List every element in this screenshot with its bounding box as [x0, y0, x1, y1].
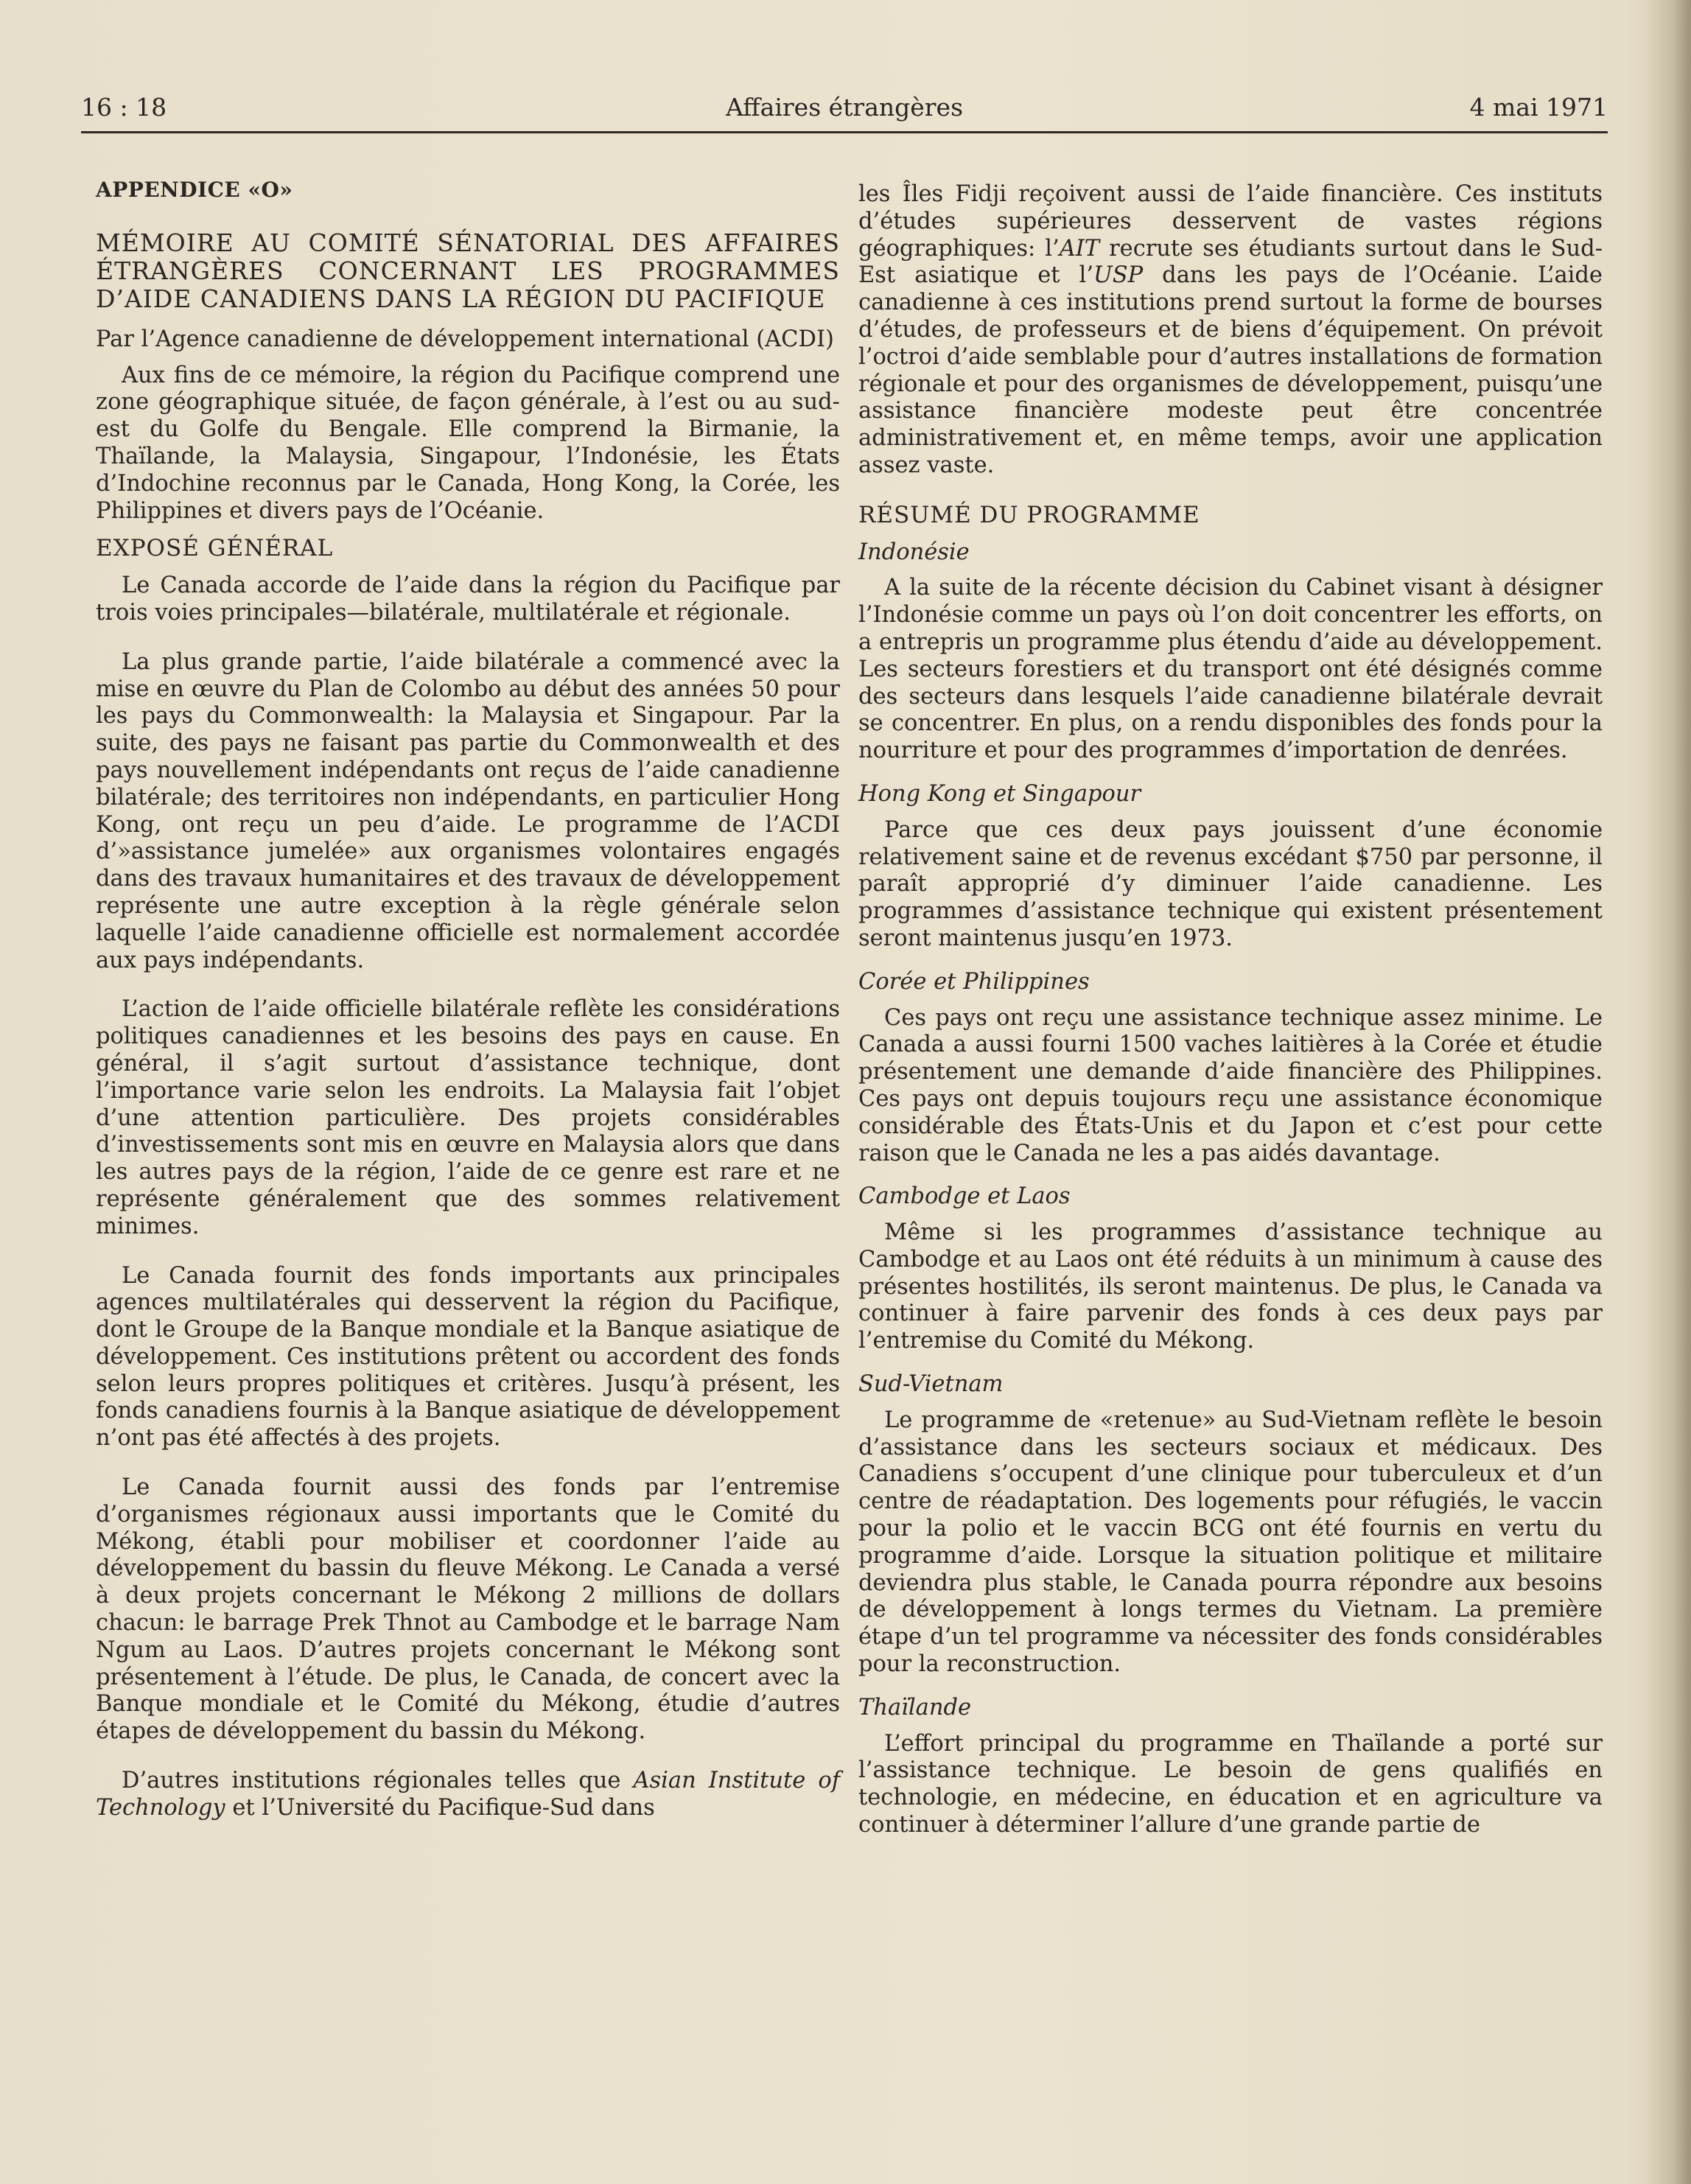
paragraph [858, 181, 1603, 480]
paragraph: Le Canada fournit aussi des fonds par l’entremise d’organismes régionaux aussi importants que le Comité du Mékong, établi pour mobiliser et coordonner l’aide au développement du bassin du fleuve Mékong. Le Canada a versé à deux projets concernant le Mékong 2 millions de dollars chacun: le barrage Prek Thnot au Cambodge et le barrage Nam Ngum au Laos. D’autres projets concernant le Mékong sont présentement à l’étude. De plus, le Canada, de concert avec la Banque mondiale et le Comité du Mékong, étudie d’autres étapes de développement du bassin du Mékong. [96, 1474, 840, 1745]
subheading: Cambodge et Laos [858, 1183, 1071, 1210]
subheading: Sud-Vietnam [858, 1371, 1004, 1398]
byline: Par l’Agence canadienne de développement international (ACDI) [96, 326, 834, 352]
paragraph: Même si les programmes d’assistance technique au Cambodge et au Laos ont été réduits à un minimum à cause des présentes hostilités, ils seront maintenus. De plus, le Canada va continuer à faire parvenir des fonds à ces deux pays par l’entremise du Comité du Mékong. [858, 1219, 1603, 1354]
paragraph [96, 1768, 840, 1822]
page-number: 16 : 18 [81, 93, 167, 122]
section-heading: EXPOSÉ GÉNÉRAL [96, 535, 334, 562]
issue-date: 4 mai 1971 [1469, 93, 1608, 122]
paragraph: L’effort principal du programme en Thaïlande a porté sur l’assistance technique. Le besoin de gens qualifiés en technologie, en médecine, en éducation et en agriculture va continuer à déterminer l’allure d’une grande partie de [858, 1730, 1603, 1838]
subheading: Indonésie [858, 539, 970, 565]
appendix-label: APPENDICE «O» [96, 178, 293, 202]
paragraph: L’action de l’aide officielle bilatérale reflète les considérations politiques canadiennes et les besoins des pays en cause. En général, il s’agit surtout d’assistance technique, dont l’importance varie selon les endroits. La Malaysia fait l’objet d’une attention particulière. Des projets considérables d’investissements sont mis en œuvre en Malaysia alors que dans les autres pays de la région, l’aide de ce genre est rare et ne représente généralement que des sommes relativement minimes. [96, 996, 840, 1239]
institution-name: Asian Institute of Technology [96, 1768, 840, 1821]
section-heading: RÉSUMÉ DU PROGRAMME [858, 501, 1200, 528]
paragraph: Le Canada accorde de l’aide dans la région du Pacifique par trois voies principales—bilatérale, multilatérale et régionale. [96, 573, 840, 626]
memo-title: MÉMOIRE AU COMITÉ SÉNATORIAL DES AFFAIRES ÉTRANGÈRES CONCERNANT LES PROGRAMMES D’AIDE CANADIENS DANS LA RÉGION DU PACIFIQUE [96, 228, 840, 313]
text-run: recrute ses étudiants surtout dans le Sud-Est asiatique et l’ [858, 235, 1603, 289]
subheading: Corée et Philippines [858, 968, 1090, 995]
acronym: USP [1093, 262, 1144, 289]
running-header [81, 87, 1608, 133]
journal-title: Affaires étrangères [725, 93, 964, 122]
paragraph: La plus grande partie, l’aide bilatérale a commencé avec la mise en œuvre du Plan de Colombo au début des années 50 pour les pays du Commonwealth: la Malaysia et Singapour. Par la suite, des pays ne faisant pas partie du Commonwealth et des pays nouvellement indépendants ont reçus de l’aide canadienne bilatérale; des territoires non indépendants, en particulier Hong Kong, ont reçu un peu d’aide. Le programme de l’ACDI d’»assistance jumelée» aux organismes volontaires engagés dans des travaux humanitaires et des travaux de développement représente une autre exception à la règle générale selon laquelle l’aide canadienne officielle est normalement accordée aux pays indépendants. [96, 648, 840, 973]
binding-shadow [1647, 0, 1691, 2184]
right-column [858, 181, 1603, 1839]
paragraph: A la suite de la récente décision du Cabinet visant à désigner l’Indonésie comme un pays où l’on doit concentrer les efforts, on a entrepris un programme plus étendu d’aide au développement. Les secteurs forestiers et du transport ont été désignés comme des secteurs dans lesquels l’aide canadienne bilatérale devrait se concentrer. En plus, on a rendu disponibles des fonds pour la nourriture et pour des programmes d’importation de denrées. [858, 575, 1603, 764]
text-run: et l’Université du Pacifique-Sud dans [225, 1794, 655, 1821]
acronym: AIT [1059, 235, 1100, 262]
paragraph: Ces pays ont reçu une assistance technique assez minime. Le Canada a aussi fourni 1500 vaches laitières à la Corée et étudie présentement une demande d’aide financière des Philippines. Ces pays ont depuis toujours reçu une assistance économique considérable des États-Unis et du Japon et c’est pour cette raison que le Canada ne les a pas aidés davantage. [858, 1004, 1603, 1166]
left-column [96, 177, 840, 1822]
text-run: les Îles Fidji reçoivent aussi de l’aide financière. Ces instituts d’études supérieures desservent de vastes régions géographiques: l’ [858, 181, 1603, 262]
subheading: Thaïlande [858, 1694, 972, 1721]
text-run: dans les pays de l’Océanie. L’aide canadienne à ces institutions prend surtout la forme de bourses d’études, de professeurs et de biens d’équipement. On prévoit l’octroi d’aide semblable pour d’autres installations de formation régionale et pour des organismes de développement, puisqu’une assistance financière modeste peut être concentrée administrativement et, en même temps, avoir une application assez vaste. [858, 262, 1603, 478]
paragraph: Parce que ces deux pays jouissent d’une économie relativement saine et de revenus excédant $750 par personne, il paraît approprié d’y diminuer l’aide canadienne. Les programmes d’assistance technique qui existent présentement seront maintenus jusqu’en 1973. [858, 816, 1603, 951]
paragraph: Aux fins de ce mémoire, la région du Pacifique comprend une zone géographique située, de façon générale, à l’est ou au sud-est du Golfe du Bengale. Elle comprend la Birmanie, la Thaïlande, la Malaysia, Singapour, l’Indonésie, les États d’Indochine reconnus par le Canada, Hong Kong, la Corée, les Philippines et divers pays de l’Océanie. [96, 362, 840, 524]
subheading: Hong Kong et Singapour [858, 780, 1141, 807]
text-run: D’autres institutions régionales telles que [122, 1768, 634, 1794]
paragraph: Le programme de «retenue» au Sud-Vietnam reflète le besoin d’assistance dans les secteurs sociaux et médicaux. Des Canadiens s’occupent d’une clinique pour tuberculeux et d’un centre de réadaptation. Des logements pour réfugiés, le vaccin pour la polio et le vaccin BCG ont été fournis en vertu du programme d’aide. Lorsque la situation politique et militaire deviendra plus stable, le Canada pourra répondre aux besoins de développement à longs termes du Vietnam. La première étape d’un tel programme va nécessiter des fonds considérables pour la reconstruction. [858, 1407, 1603, 1678]
paragraph: Le Canada fournit des fonds importants aux principales agences multilatérales qui desservent la région du Pacifique, dont le Groupe de la Banque mondiale et la Banque asiatique de développement. Ces institutions prêtent ou accordent des fonds selon leurs propres politiques et critères. Jusqu’à présent, les fonds canadiens fournis à la Banque asiatique de développement n’ont pas été affectés à des projets. [96, 1262, 840, 1452]
